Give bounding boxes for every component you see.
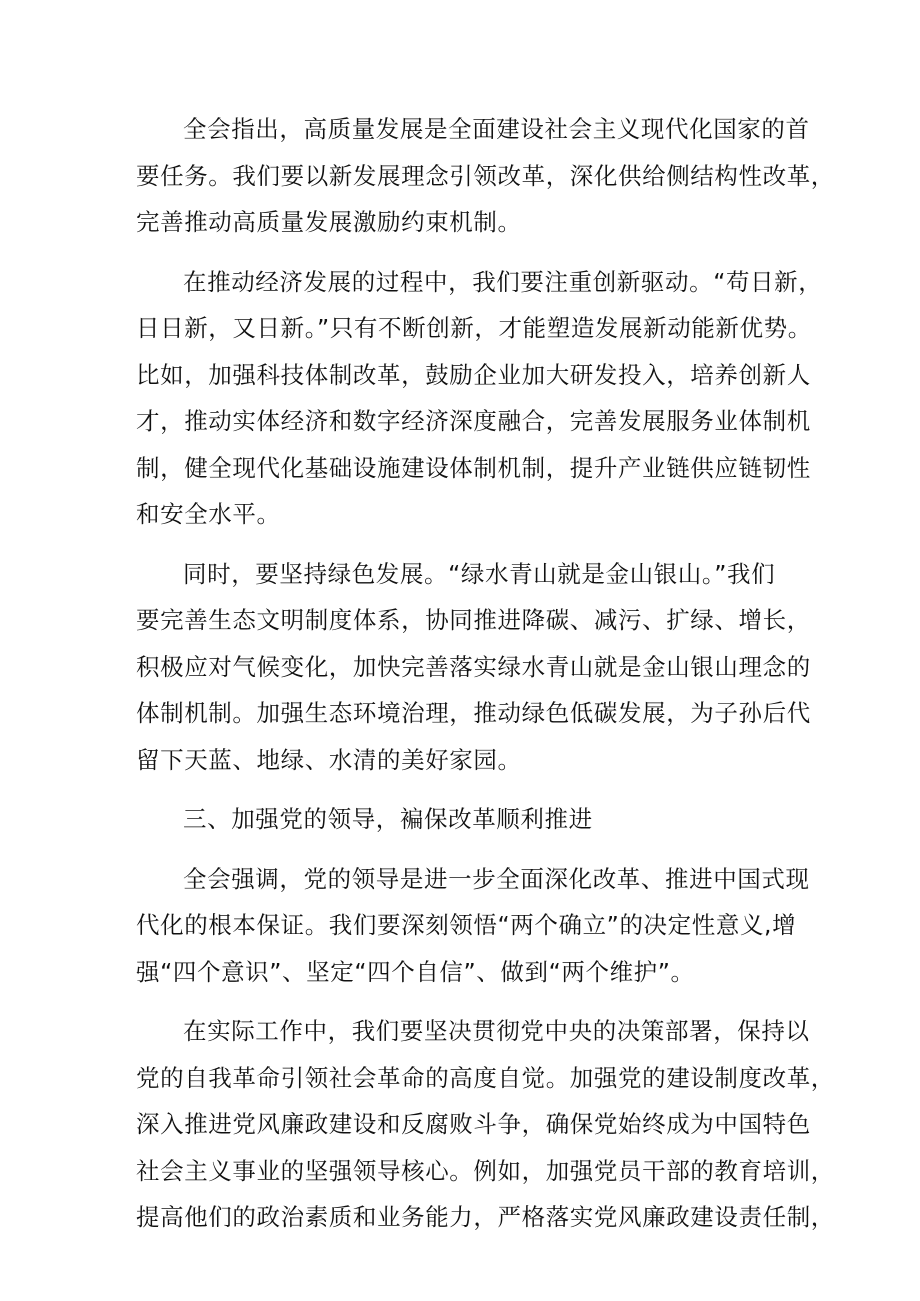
section-heading [136,796,808,843]
text-line: 体制机制。加强生态环境治理，推动绿色低碳发展，为子孙后代 [136,699,811,727]
text-line: 和安全水平。 [136,500,281,528]
text-line: 制，健全现代化基础设施建设体制机制，提升产业链供应链韧性 [136,453,811,482]
text-line: 深入推进党风廉政建设和反腐败斗争，确保党始终成为中国特色 [136,1110,811,1138]
text-line: 要任务。我们要以新发展理念引领改革，深化供给侧结构性改革， [136,161,835,190]
paragraph-3 [136,551,811,784]
paragraph-2 [136,259,823,538]
text-line: 才，推动实体经济和数字经济深度融合，完善发展服务业体制机 [136,407,811,435]
text-line: 党的自我革命引领社会革命的高度自觉。加强党的建设制度改革， [136,1063,835,1092]
text-line: 在推动经济发展的过程中，我们要注重创新驱动。“苟日新， [183,267,823,296]
text-line: 要完善生态文明制度体系，协同推进降碳、减污、扩绿、增长， [136,606,811,634]
text-line: 完善推动高质量发展激励约束机制。 [136,208,522,236]
text-line: 全会指出，高质量发展是全面建设社会主义现代化国家的首 [183,115,810,143]
document-body [136,106,835,1254]
text-line: 在实际工作中，我们要坚决贯彻党中央的决策部署，保持以 [183,1017,810,1045]
text-line: 日日新，又日新。”只有不断创新，才能塑造发展新动能新优势。 [136,314,812,342]
text-line: 留下天蓝、地绿、水清的美好家园。 [136,745,522,774]
text-line: 积极应对气候变化，加快完善落实绿水青山就是金山银山理念的 [136,652,811,681]
paragraph-4 [136,856,808,996]
text-line: 同时，要坚持绿色发展。“绿水青山就是金山银山。”我们 [183,559,776,588]
text-line: 强“四个意识”、坚定“四个自信”、做到“两个维护”。 [136,957,695,986]
text-line: 提高他们的政治素质和业务能力，严格落实党风廉政建设责任制， [136,1203,835,1231]
text-line: 全会强调，党的领导是进一步全面深化改革、推进中国式现 [183,864,810,893]
text-line: 代化的根本保证。我们要深刻领悟“两个确立”的决定性意义,增 [136,911,797,939]
text-line: 比如，加强科技体制改革，鼓励企业加大研发投入，培养创新人 [136,360,811,389]
text-line: 社会主义事业的坚强领导核心。例如，加强党员干部的教育培训， [136,1156,835,1185]
paragraph-5 [136,1008,835,1241]
paragraph-1 [136,106,835,246]
heading-text: 三、加强党的领导，褊保改革顺利推进 [183,805,593,833]
